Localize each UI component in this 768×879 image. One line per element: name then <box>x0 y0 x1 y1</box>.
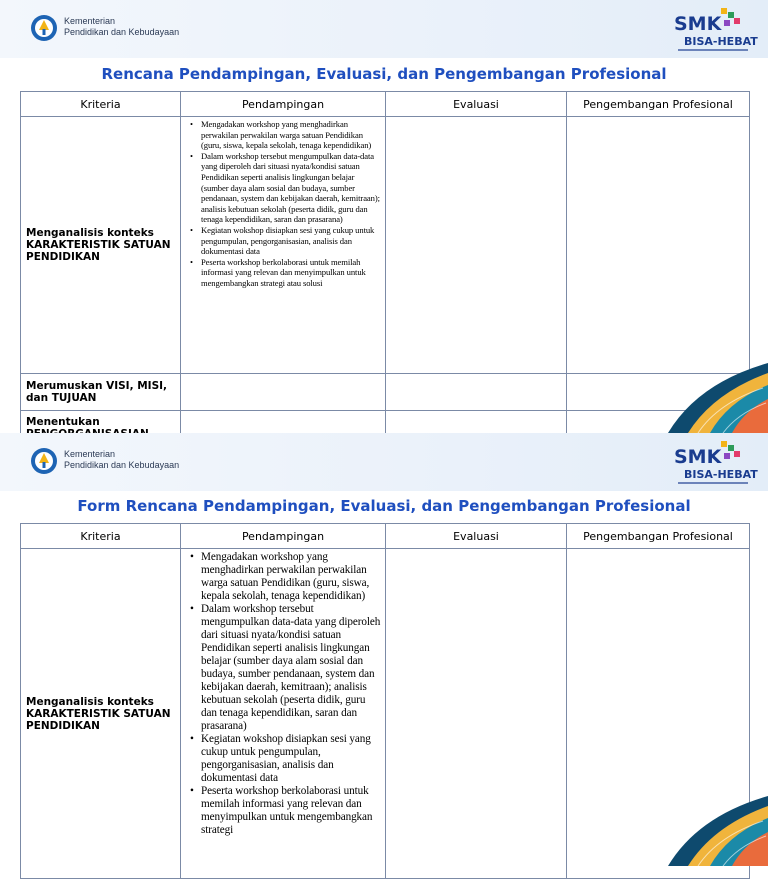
pendampingan-list <box>187 551 381 837</box>
evaluasi-cell <box>386 117 567 374</box>
pendampingan-cell <box>181 374 386 411</box>
list-item: • Kegiatan wokshop disiapkan sesi yang cukup untuk pengumpulan, pengorganisasian, analisis dan dokumentasi data <box>187 225 381 257</box>
table-row <box>21 549 750 879</box>
page-title: Form Rencana Pendampingan, Evaluasi, dan Pengembangan Profesional <box>77 497 691 515</box>
column-header-pendampingan: Pendampingan <box>181 524 386 549</box>
list-item: • Peserta workshop berkolaborasi untuk memilah informasi yang relevan dan menyimpulkan untuk mengembangkan strategi atau solusi <box>187 257 381 289</box>
decorative-pattern-icon <box>668 363 768 433</box>
page-title: Rencana Pendampingan, Evaluasi, dan Pengembangan Profesional <box>101 65 667 83</box>
pendampingan-cell <box>181 117 386 374</box>
list-item: • Mengadakan workshop yang menghadirkan perwakilan perwakilan warga satuan Pendidikan (guru, siswa, kepala sekolah, tenaga kependidikan) <box>187 119 381 151</box>
evaluasi-cell <box>386 374 567 411</box>
table-row <box>21 117 750 374</box>
slide-header <box>0 0 768 58</box>
criteria-cell: Menentukan <box>21 411 181 451</box>
pengembangan-cell <box>567 117 750 374</box>
smk-bisa-hebat-logo <box>672 439 758 487</box>
pendampingan-cell <box>181 549 386 879</box>
ministry-line-1: Kementerian <box>64 449 116 459</box>
column-header-pengembangan: Pengembangan Profesional <box>567 92 750 117</box>
list-item: • Mengadakan workshop yang menghadirkan perwakilan perwakilan warga satuan Pendidikan (guru, siswa, kepala sekolah, tenaga kependidikan) <box>187 551 381 603</box>
pendampingan-list <box>187 119 381 289</box>
list-item: • Dalam workshop tersebut mengumpulkan data-data yang diperoleh dari situasi nyata/kondisi satuan Pendidikan seperti analisis lingkungan belajar (sumber daya alam sosial dan budaya, sumber pendanaan, system dan kebijakan daerah, kemitraan); analisis kebutuan sekolah (peserta didik, guru dan tenaga kependidikan, saran dan prasarana) <box>187 603 381 733</box>
column-header-evaluasi: Evaluasi <box>386 524 567 549</box>
tut-wuri-handayani-logo-icon <box>30 447 58 475</box>
criteria-cell: Menganalisis konteks KARAKTERISTIK SATUAN PENDIDIKAN <box>21 117 181 374</box>
brand-top: SMK <box>674 446 722 468</box>
ministry-label <box>64 16 179 38</box>
decorative-pattern-icon <box>668 796 768 866</box>
evaluasi-cell <box>386 549 567 879</box>
criteria-cell: Merumuskan VISI, MISI, dan TUJUAN <box>21 374 181 411</box>
table-header-row <box>21 524 750 549</box>
list-item: • Dalam workshop tersebut mengumpulkan data-data yang diperoleh dari situasi nyata/kondisi satuan Pendidikan seperti analisis lingkungan belajar (sumber daya alam sosial dan budaya, sumber pendanaan, system dan kebijakan daerah, kemitraan); analisis kebutuan sekolah (peserta didik, guru dan tenaga kependidikan, saran dan prasarana) <box>187 151 381 225</box>
brand-bottom: BISA-HEBAT <box>684 35 758 48</box>
list-item: • Peserta workshop berkolaborasi untuk memilah informasi yang relevan dan menyimpulkan untuk mengembangkan strategi <box>187 785 381 837</box>
ministry-line-2: Pendidikan dan Kebudayaan <box>64 27 180 37</box>
plan-table <box>20 523 750 879</box>
column-header-evaluasi: Evaluasi <box>386 92 567 117</box>
slide-2 <box>0 433 768 866</box>
plan-table <box>20 91 750 451</box>
list-item: • Kegiatan wokshop disiapkan sesi yang cukup untuk pengumpulan, pengorganisasian, analisis dan dokumentasi data <box>187 733 381 785</box>
ministry-line-1: Kementerian <box>64 16 116 26</box>
column-header-pendampingan: Pendampingan <box>181 92 386 117</box>
smk-bisa-hebat-logo <box>672 6 758 54</box>
brand-top: SMK <box>674 13 722 35</box>
ministry-line-2: Pendidikan dan Kebudayaan <box>64 460 180 470</box>
column-header-pengembangan: Pengembangan Profesional <box>567 524 750 549</box>
column-header-kriteria: Kriteria <box>21 92 181 117</box>
slide-1 <box>0 0 768 433</box>
table-header-row <box>21 92 750 117</box>
criteria-cell: Menganalisis konteks KARAKTERISTIK SATUAN PENDIDIKAN <box>21 549 181 879</box>
brand-bottom: BISA-HEBAT <box>684 468 758 481</box>
table-row <box>21 374 750 411</box>
slide-header <box>0 433 768 491</box>
ministry-label <box>64 449 179 471</box>
tut-wuri-handayani-logo-icon <box>30 14 58 42</box>
column-header-kriteria: Kriteria <box>21 524 181 549</box>
